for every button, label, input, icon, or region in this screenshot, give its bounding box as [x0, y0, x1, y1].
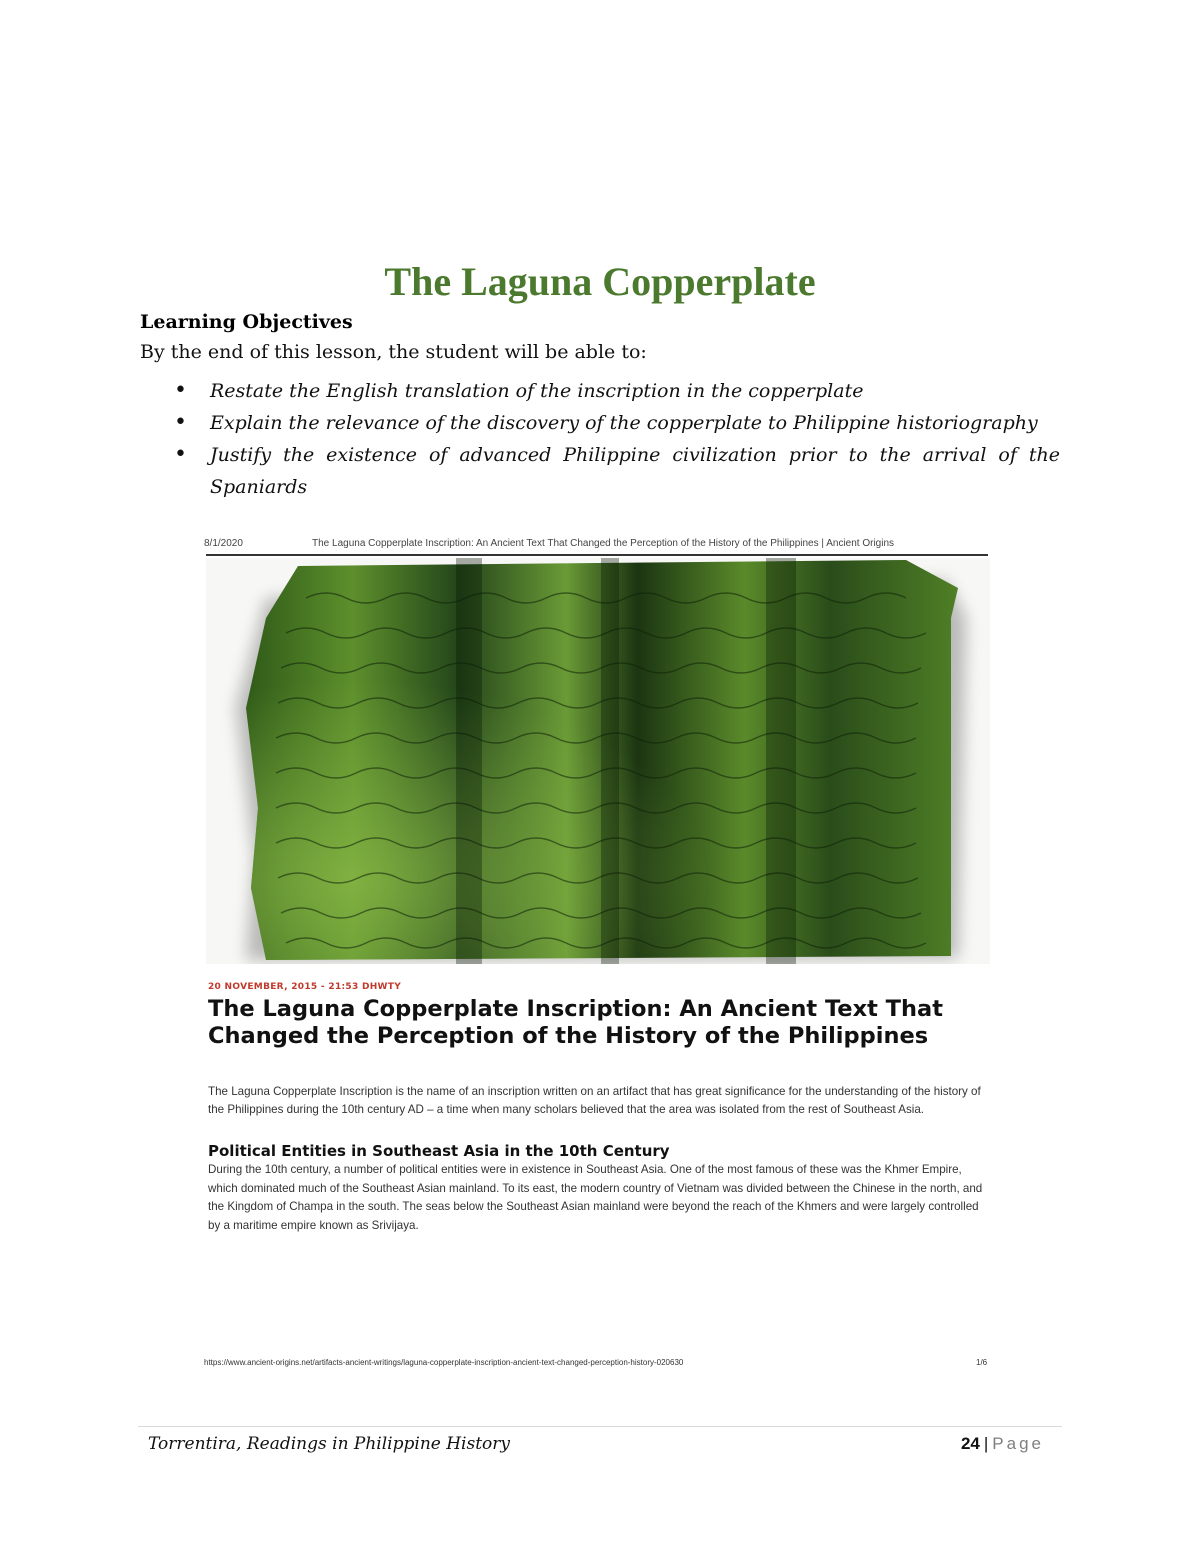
- footer-page-number: [961, 1434, 1044, 1454]
- article-subheading: Political Entities in Southeast Asia in the 10th Century: [208, 1142, 670, 1160]
- learning-objectives: [140, 309, 1060, 503]
- objective-item: • Explain the relevance of the discovery of the copperplate to Philippine historiography: [210, 407, 1060, 439]
- objectives-list: [140, 375, 1060, 503]
- print-page-title: The Laguna Copperplate Inscription: An Ancient Text That Changed the Perception of the History of the Philippines | Ancient Origins: [312, 538, 895, 549]
- objective-item: • Restate the English translation of the inscription in the copperplate: [210, 375, 1060, 407]
- article-screenshot: [200, 530, 995, 1375]
- copperplate-photo: [206, 558, 990, 964]
- header-divider: [206, 554, 988, 556]
- print-page-count: 1/6: [976, 1358, 988, 1367]
- article-meta: 20 NOVEMBER, 2015 - 21:53 DHWTY: [208, 982, 402, 992]
- print-url: https://www.ancient-origins.net/artifacts-ancient-writings/laguna-copperplate-inscription-ancient-text-changed-perception-history-020630: [204, 1358, 684, 1367]
- article-title: The Laguna Copperplate Inscription: An Ancient Text That Changed the Perception of the History of the Philippines: [208, 996, 943, 1049]
- copperplate-image: [206, 558, 990, 964]
- objectives-intro: By the end of this lesson, the student will be able to:: [140, 341, 647, 363]
- objective-item: • Justify the existence of advanced Philippine civilization prior to the arrival of the Spaniards: [210, 439, 1060, 503]
- print-date: 8/1/2020: [204, 538, 243, 549]
- article-print-header: [204, 538, 989, 552]
- article-lead: The Laguna Copperplate Inscription is the name of an inscription written on an artifact that has great significance for the understanding of the history of the Philippines during the 10th century AD – a time when many scholars believed that the area was isolated from the rest of Southeast Asia.: [208, 1085, 981, 1116]
- page-number: 24: [960, 1434, 980, 1453]
- footer-divider: [138, 1426, 1062, 1427]
- page-separator: |: [983, 1434, 989, 1453]
- page-word: Page: [992, 1434, 1044, 1453]
- article-paragraph: During the 10th century, a number of political entities were in existence in Southeast Asia. One of the most famous of these was the Khmer Empire, which dominated much of the Southeast Asian mainland. To its east, the modern country of Vietnam was divided between the Chinese in the north, and the Kingdom of Champa in the south. The seas below the Southeast Asian mainland were beyond the reach of the Khmers and were largely controlled by a maritime empire known as Srivijaya.: [208, 1163, 983, 1232]
- objectives-heading: Learning Objectives: [140, 311, 353, 333]
- page-title: The Laguna Copperplate: [384, 259, 816, 304]
- footer-book-title: Torrentira, Readings in Philippine History: [148, 1434, 511, 1454]
